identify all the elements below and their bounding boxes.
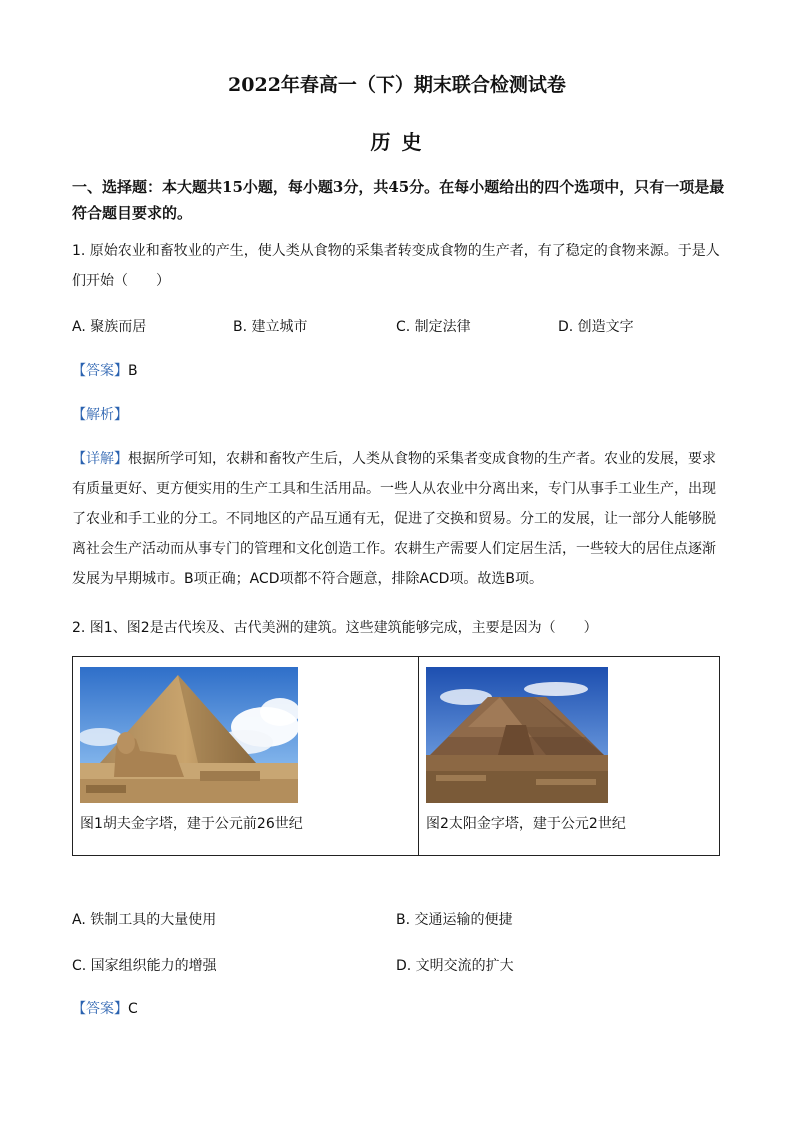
khufu-pyramid-image (80, 667, 298, 803)
q1-analysis-tag (72, 404, 128, 424)
q2-option-b: B. 交通运输的便捷 (396, 912, 513, 928)
detail-text: 根据所学可知，农耕和畜牧产生后，人类从食物的采集者变成食物的生产者。农业的发展，要求有质量更好、更方便实用的生产工具和生活用品。一些人从农业中分离出来，专门从事手工业生产，出现了农业和手工业的分工。不同地区的产品互通有无，促进了交换和贸易。分工的发展，让一部分人能够脱离社会生产活动而从事专门的管理和文化创造工作。农耕生产需要人们定居生活，一些较大的居住点逐渐发展为早期城市。B项正确；ACD项都不符合题意，排除ACD项。故选B项。 (72, 451, 716, 587)
exam-title: 2022年春高一（下）期末联合检测试卷 (228, 74, 566, 96)
figure-cell-2 (419, 657, 719, 855)
q2-option-d: D. 文明交流的扩大 (396, 958, 514, 974)
sun-pyramid-image (426, 667, 608, 803)
q1-option-b: B. 建立城市 (233, 319, 308, 335)
q1-option-a: A. 聚族而居 (72, 319, 147, 335)
answer-tag: 【答案】 (72, 1001, 128, 1017)
q1-detail (72, 444, 724, 594)
answer-tag: 【答案】 (72, 363, 128, 379)
section-heading: 一、选择题：本大题共15小题，每小题3分，共45分。在每小题给出的四个选项中，只有一项是最符合题目要求的。 (72, 178, 725, 222)
subject-title: 历 史 (370, 130, 424, 154)
q2-answer (72, 998, 138, 1018)
detail-tag: 【详解】 (72, 451, 128, 467)
q2-stem: 2. 图1、图2是古代埃及、古代美洲的建筑。这些建筑能够完成，主要是因为（ ） (72, 620, 598, 636)
q1-stem: 1. 原始农业和畜牧业的产生，使人类从食物的采集者转变成食物的生产者，有了稳定的食物来源。于是人们开始（ ） (72, 243, 720, 289)
q1-answer (72, 360, 138, 380)
analysis-tag: 【解析】 (72, 407, 128, 423)
q1-option-d: D. 创造文字 (558, 319, 634, 335)
answer-value: B (128, 363, 138, 379)
q2-option-a: A. 铁制工具的大量使用 (72, 912, 217, 928)
figure-1-caption: 图1胡夫金字塔，建于公元前26世纪 (80, 816, 303, 832)
q2-option-c: C. 国家组织能力的增强 (72, 958, 217, 974)
answer-value: C (128, 1001, 138, 1017)
figure-cell-1 (73, 657, 419, 855)
figure-2-caption: 图2太阳金字塔，建于公元2世纪 (426, 816, 626, 832)
q1-option-c: C. 制定法律 (396, 319, 471, 335)
figure-table (72, 656, 720, 856)
